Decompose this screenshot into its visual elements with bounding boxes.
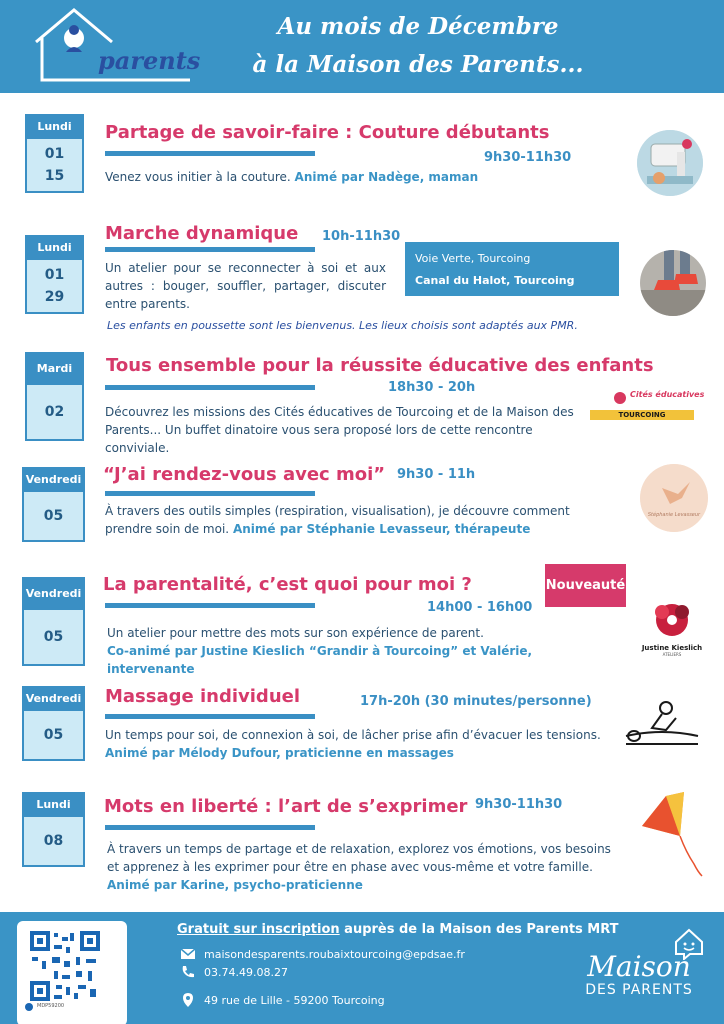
date-box [25,235,84,314]
sewing-machine-icon [637,130,703,196]
event-massage [0,686,724,766]
event-description [107,624,607,678]
description-text: Venez vous initier à la couture. [105,170,291,184]
maison-des-parents-brand [574,952,704,998]
date-day: Mardi [25,352,84,385]
logo-name: Cités éducatives [630,390,705,399]
animator-text: Animé par Mélody Dufour, praticienne en massages [105,746,454,760]
date-number: 02 [44,404,65,420]
page-footer [0,912,724,1024]
date-numbers [22,817,85,867]
therapist-logo [640,464,708,532]
animator-text: Animé par Stéphanie Levasseur, thérapeute [232,522,531,536]
postal-address: 49 rue de Lille - 59200 Tourcoing [204,993,385,1007]
animator-text: Animé par Karine, psycho-praticienne [107,878,363,892]
registration-title [177,922,619,937]
date-number: 08 [43,833,64,849]
date-number: 05 [43,727,64,743]
event-title: Partage de savoir-faire : Couture débutants [105,122,550,143]
registration-free-text: Gratuit sur inscription [177,922,340,937]
location-line-1: Voie Verte, Tourcoing [415,252,531,265]
title-underline [105,714,315,719]
headline-line-1: Au mois de Décembre [277,13,559,40]
event-description [107,840,612,894]
event-parentalite [0,570,724,676]
event-marche [0,223,724,335]
event-mots-liberte [0,792,724,902]
date-day: Lundi [25,235,84,260]
date-number: 01 [44,267,65,283]
event-reussite [0,352,724,455]
sewing-machine-photo [637,130,703,196]
email-line[interactable] [180,946,465,962]
new-badge: Nouveauté [545,564,626,607]
parents-logo [30,6,201,88]
email-address[interactable]: maisondesparents.roubaixtourcoing@epdsae.fr [204,947,465,961]
qr-code-icon [30,931,100,1001]
event-title: “J’ai rendez-vous avec moi” [103,464,386,485]
event-description [105,168,485,186]
brand-main: Maison [587,950,691,983]
title-underline [105,603,315,608]
location-box [405,242,619,296]
qr-code[interactable] [17,921,127,1024]
event-time: 9h30-11h30 [475,797,563,812]
justine-kieslich-logo [640,600,704,662]
date-numbers [22,711,85,761]
title-underline [105,247,315,252]
date-box [25,352,84,441]
description-text: Un temps pour soi, de connexion à soi, de lâcher prise afin d’évacuer les tensions. [105,728,601,742]
date-day: Vendredi [22,577,85,610]
location-line-2: Canal du Halot, Tourcoing [415,274,575,287]
facebook-icon [25,1003,33,1011]
logo-subtext: ATELIERS [662,652,682,657]
event-description: Découvrez les missions des Cités éducatives de Tourcoing et de la Maison des Parents... Un buffet dinatoire vous sera proposé lors de cette rencontre conviviale. [105,405,574,455]
animator-text: Co-animé par Justine Kieslich “Grandir à Tourcoing” et Valérie, intervenante [107,644,533,676]
date-box [22,792,85,867]
title-underline [105,385,315,390]
date-day: Vendredi [22,686,85,711]
date-box [25,114,84,193]
event-description [105,502,575,538]
date-number: 15 [44,168,65,184]
phone-number[interactable]: 03.74.49.08.27 [204,965,288,979]
qr-label: MDP59200 [37,1003,65,1009]
event-title: Massage individuel [105,686,301,707]
logo-city: TOURCOING [618,411,666,419]
date-numbers [22,610,85,666]
walking-photo [640,250,706,316]
logo-signature: Stéphanie Levasseur [647,512,701,518]
title-underline [105,151,315,156]
event-rendez-vous [0,464,724,554]
flower-icon [640,600,704,640]
event-title: Tous ensemble pour la réussite éducative des enfants [106,355,654,376]
event-title: Marche dynamique [105,223,299,244]
massage-icon [622,700,702,748]
description-text: À travers un temps de partage et de relaxation, explorez vos émotions, vos besoins et apprenez à les exprimer pour être en phase avec vous-même et votre famille. [107,842,611,874]
headline-line-2: à la Maison des Parents... [252,51,584,78]
address-line [180,992,385,1008]
date-numbers [25,385,84,441]
date-day: Vendredi [22,467,85,492]
logo-figure-icon [614,392,626,404]
date-box [22,577,85,666]
event-description [105,726,605,762]
event-title: Mots en liberté : l’art de s’exprimer [104,796,468,817]
description-text: À travers des outils simples (respiration, visualisation), je découvre comment prendre soin de moi. [105,504,570,536]
date-box [22,467,85,542]
date-number: 05 [43,508,64,524]
date-day: Lundi [22,792,85,817]
date-numbers [25,260,84,314]
logo-text: parents [98,46,201,75]
logo-name: Justine Kieslich [641,644,703,652]
kite-icon [636,792,706,878]
brand-sub: DES PARENTS [585,982,693,998]
registration-rest-text: auprès de la Maison des Parents MRT [339,922,619,937]
date-number: 05 [43,629,64,645]
title-underline [105,825,315,830]
hummingbird-icon [640,464,708,532]
date-number: 29 [44,289,65,305]
event-time: 9h30 - 11h [397,467,476,482]
phone-line[interactable] [180,964,288,980]
location-pin-icon [180,992,196,1008]
event-description: Un atelier pour se reconnecter à soi et aux autres : bouger, souffler, partager, discuter entre parents. [105,261,386,311]
event-time: 9h30-11h30 [484,150,572,165]
date-day: Lundi [25,114,84,139]
title-underline [105,491,315,496]
date-numbers [25,139,84,193]
date-number: 01 [44,146,65,162]
event-time: 14h00 - 16h00 [427,600,533,615]
description-text: Un atelier pour mettre des mots sur son expérience de parent. [107,626,484,640]
phone-icon [180,964,196,980]
event-time: 18h30 - 20h [388,380,476,395]
event-title: La parentalité, c’est quoi pour moi ? [103,574,472,595]
date-box [22,686,85,761]
page-title [218,8,618,84]
page-header [0,0,724,93]
cites-educatives-logo [590,388,705,422]
event-time: 10h-11h30 [322,229,401,244]
envelope-icon [180,946,196,962]
event-couture [0,114,724,204]
date-numbers [22,492,85,542]
event-time: 17h-20h (30 minutes/personne) [360,694,592,709]
animator-text: Animé par Nadège, maman [294,170,479,184]
sneakers-icon [640,250,706,316]
event-note: Les enfants en poussette sont les bienvenus. Les lieux choisis sont adaptés aux PMR. [107,319,578,332]
